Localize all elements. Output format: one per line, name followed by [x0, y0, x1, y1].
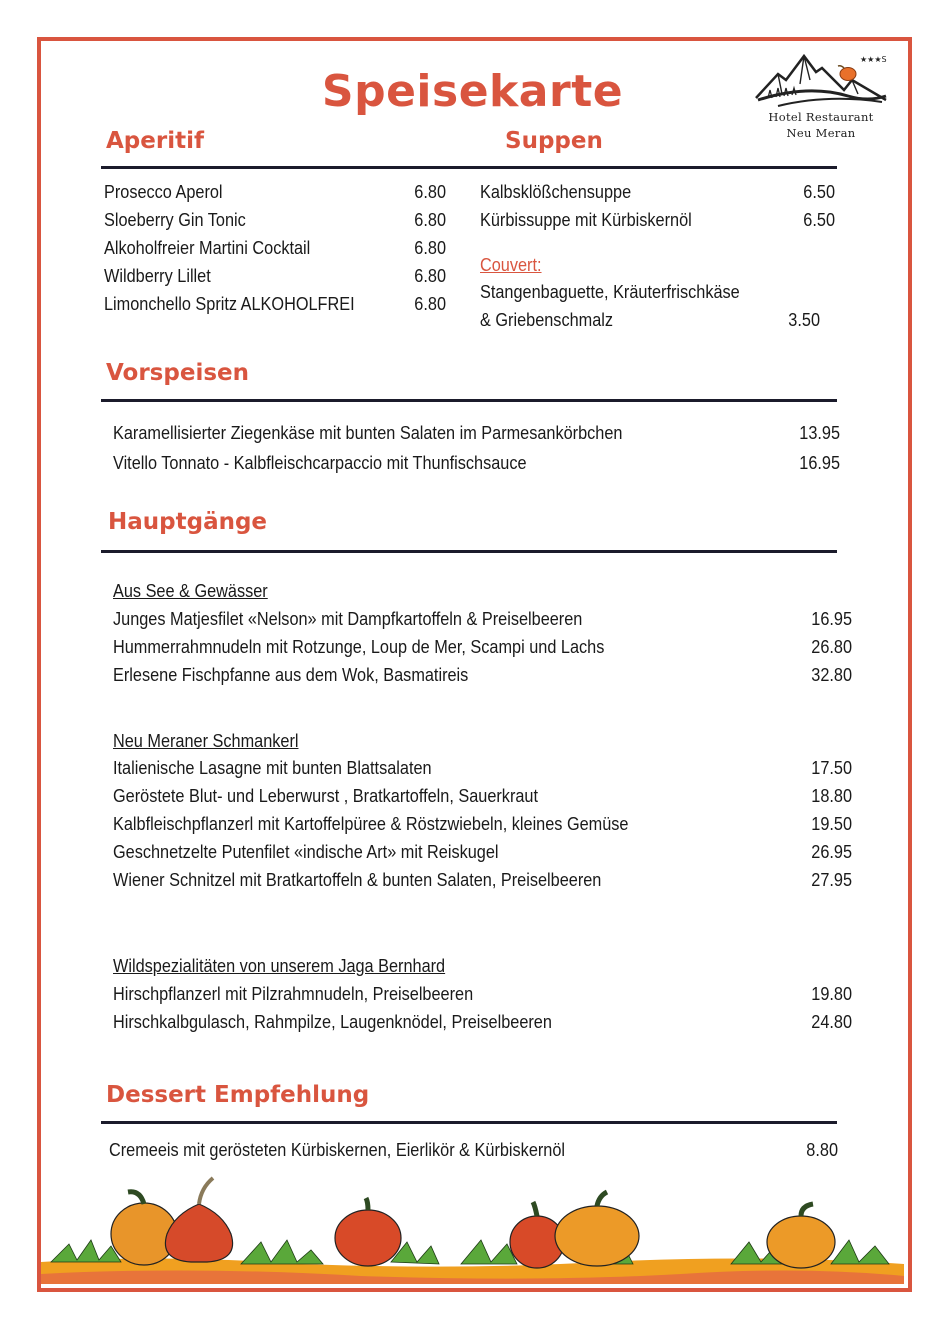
menu-item-name: Vitello Tonnato - Kalbfleischcarpaccio mit Thunfischsauce	[113, 452, 527, 473]
menu-item-price: 6.50	[803, 209, 835, 230]
menu-item-price: 8.80	[806, 1139, 838, 1160]
gourd-icon	[165, 1178, 232, 1262]
mountain-logo-icon	[748, 50, 894, 112]
menu-item-name: Kalbfleischpflanzerl mit Kartoffelpüree & Röstzwiebeln, kleines Gemüse	[113, 813, 629, 834]
menu-item-price: 6.80	[414, 265, 446, 286]
menu-item-name: Wiener Schnitzel mit Bratkartoffeln & bunten Salaten, Preiselbeeren	[113, 869, 602, 890]
menu-item-price: 6.80	[414, 181, 446, 202]
menu-item-price: 26.95	[811, 841, 852, 862]
menu-item-name: Karamellisierter Ziegenkäse mit bunten Salaten im Parmesankörbchen	[113, 422, 623, 443]
menu-item-name: Italienische Lasagne mit bunten Blattsalaten	[113, 757, 432, 778]
menu-item-name: Limonchello Spritz ALKOHOLFREI	[104, 293, 355, 314]
logo-line-neu-meran: Neu Meran	[786, 126, 856, 140]
hotel-logo	[748, 50, 894, 146]
menu-item-name: Geschnetzelte Putenfilet «indische Art» mit Reiskugel	[113, 841, 499, 862]
menu-item-price: 32.80	[811, 664, 852, 685]
subsection-title: Wildspezialitäten von unserem Jaga Bernhard	[113, 955, 446, 976]
menu-item-name: Erlesene Fischpfanne aus dem Wok, Basmatireis	[113, 664, 469, 685]
menu-item-price: 13.95	[799, 422, 840, 443]
menu-item-price: 6.80	[414, 209, 446, 230]
section-heading-vorspeisen: Vorspeisen	[106, 360, 249, 386]
menu-item-price: 16.95	[799, 452, 840, 473]
section-divider	[101, 399, 837, 402]
pumpkin-icon	[767, 1204, 835, 1268]
logo-line-hotel-restaurant: Hotel Restaurant	[768, 110, 874, 124]
menu-item-price: 19.80	[811, 983, 852, 1004]
menu-item-name: Kalbsklößchensuppe	[480, 181, 632, 202]
pumpkin-icon	[555, 1192, 639, 1266]
menu-item-price: 6.80	[414, 293, 446, 314]
pumpkin-footer-illustration	[41, 1170, 904, 1284]
subsection-title: Aus See & Gewässer	[113, 580, 268, 601]
section-heading-hauptgaenge: Hauptgänge	[108, 509, 268, 535]
menu-item-price: 26.80	[811, 636, 852, 657]
couvert-description-line1: Stangenbaguette, Kräuterfrischkäse	[480, 281, 740, 302]
menu-item-name: Hummerrahmnudeln mit Rotzunge, Loup de Mer, Scampi und Lachs	[113, 636, 605, 657]
section-divider	[101, 1121, 837, 1124]
menu-item-name: Sloeberry Gin Tonic	[104, 209, 246, 230]
section-heading-suppen: Suppen	[505, 128, 603, 154]
section-heading-aperitif: Aperitif	[106, 128, 204, 154]
menu-item-price: 17.50	[811, 757, 852, 778]
menu-item-price: 24.80	[811, 1011, 852, 1032]
section-heading-dessert: Dessert Empfehlung	[106, 1082, 370, 1108]
menu-item-name: Kürbissuppe mit Kürbiskernöl	[480, 209, 692, 230]
svg-text:★★★S: ★★★S	[860, 55, 887, 64]
menu-item-name: Hirschkalbgulasch, Rahmpilze, Laugenknödel, Preiselbeeren	[113, 1011, 552, 1032]
pumpkin-icon	[335, 1198, 401, 1266]
menu-item-price: 18.80	[811, 785, 852, 806]
menu-item-name: Prosecco Aperol	[104, 181, 223, 202]
menu-item-price: 19.50	[811, 813, 852, 834]
menu-item-name: Alkoholfreier Martini Cocktail	[104, 237, 311, 258]
menu-item-price: 27.95	[811, 869, 852, 890]
menu-item-name: Hirschpflanzerl mit Pilzrahmnudeln, Preiselbeeren	[113, 983, 474, 1004]
page-title: Speisekarte	[321, 66, 624, 117]
couvert-description-line2: & Griebenschmalz	[480, 309, 614, 330]
subsection-title: Neu Meraner Schmankerl	[113, 730, 299, 751]
menu-item-name: Geröstete Blut- und Leberwurst , Bratkartoffeln, Sauerkraut	[113, 785, 539, 806]
menu-item-name: Junges Matjesfilet «Nelson» mit Dampfkartoffeln & Preiselbeeren	[113, 608, 583, 629]
couvert-price: 3.50	[788, 309, 820, 330]
menu-item-name: Cremeeis mit gerösteten Kürbiskernen, Eierlikör & Kürbiskernöl	[109, 1139, 566, 1160]
menu-item-price: 6.50	[803, 181, 835, 202]
menu-item-name: Wildberry Lillet	[104, 265, 211, 286]
menu-item-price: 6.80	[414, 237, 446, 258]
section-divider	[101, 166, 837, 169]
couvert-label: Couvert:	[480, 254, 542, 275]
pumpkin-icon	[111, 1192, 177, 1265]
menu-item-price: 16.95	[811, 608, 852, 629]
section-divider	[101, 550, 837, 553]
